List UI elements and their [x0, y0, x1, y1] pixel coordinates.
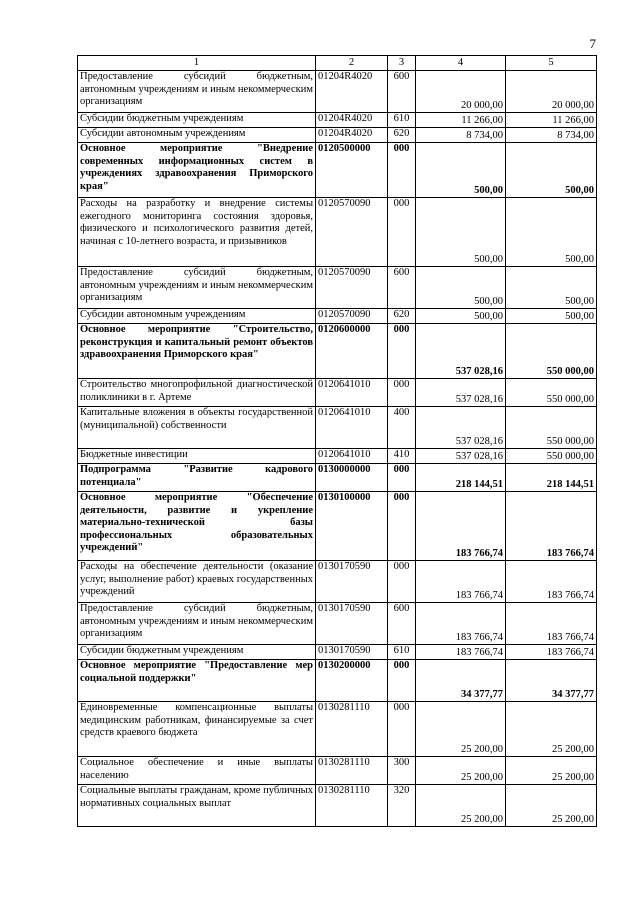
row-value-1: 8 734,00: [416, 128, 506, 143]
row-name: Предоставление субсидий бюджетным, автономным учреждениям и иным некоммерческим организациям: [78, 267, 316, 309]
row-type: 610: [388, 113, 416, 128]
row-type: 610: [388, 645, 416, 660]
header-col-4: 4: [416, 56, 506, 71]
row-value-1: 25 200,00: [416, 785, 506, 827]
row-name: Социальные выплаты гражданам, кроме публичных нормативных социальных выплат: [78, 785, 316, 827]
row-type: 620: [388, 309, 416, 324]
row-code: 0120570090: [316, 267, 388, 309]
row-type: 600: [388, 71, 416, 113]
row-type: 600: [388, 603, 416, 645]
row-value-1: 500,00: [416, 309, 506, 324]
row-name: Субсидии бюджетным учреждениям: [78, 645, 316, 660]
table-row: [78, 143, 597, 198]
row-value-2: 550 000,00: [506, 449, 597, 464]
header-col-3: 3: [388, 56, 416, 71]
row-value-2: 550 000,00: [506, 324, 597, 379]
table-row: [78, 379, 597, 407]
row-code: 01204R4020: [316, 128, 388, 143]
row-code: 0130281110: [316, 785, 388, 827]
row-code: 0130170590: [316, 603, 388, 645]
table-header-row: [78, 56, 597, 71]
table-row: [78, 128, 597, 143]
row-type: 000: [388, 660, 416, 702]
row-code: 0120641010: [316, 407, 388, 449]
row-name: Предоставление субсидий бюджетным, автономным учреждениям и иным некоммерческим организациям: [78, 71, 316, 113]
table-row: [78, 198, 597, 267]
table-row: [78, 113, 597, 128]
table-row: [78, 603, 597, 645]
table-row: [78, 464, 597, 492]
row-type: 000: [388, 198, 416, 267]
row-type: 320: [388, 785, 416, 827]
row-code: 0130200000: [316, 660, 388, 702]
row-value-1: 500,00: [416, 198, 506, 267]
row-code: 0130170590: [316, 561, 388, 603]
table-row: [78, 492, 597, 561]
row-code: 0120641010: [316, 379, 388, 407]
row-name: Строительство многопрофильной диагностической поликлиники в г. Артеме: [78, 379, 316, 407]
row-value-1: 25 200,00: [416, 757, 506, 785]
row-value-1: 34 377,77: [416, 660, 506, 702]
row-name: Основное мероприятие "Предоставление мер социальной поддержки": [78, 660, 316, 702]
row-type: 400: [388, 407, 416, 449]
row-type: 000: [388, 464, 416, 492]
row-name: Подпрограмма "Развитие кадрового потенциала": [78, 464, 316, 492]
row-type: 000: [388, 143, 416, 198]
row-value-1: 537 028,16: [416, 379, 506, 407]
row-code: 0130281110: [316, 757, 388, 785]
row-value-1: 25 200,00: [416, 702, 506, 757]
row-name: Капитальные вложения в объекты государственной (муниципальной) собственности: [78, 407, 316, 449]
row-value-2: 20 000,00: [506, 71, 597, 113]
table-row: [78, 449, 597, 464]
header-col-2: 2: [316, 56, 388, 71]
row-value-2: 25 200,00: [506, 785, 597, 827]
table-row: [78, 702, 597, 757]
row-name: Предоставление субсидий бюджетным, автономным учреждениям и иным некоммерческим организациям: [78, 603, 316, 645]
row-name: Социальное обеспечение и иные выплаты населению: [78, 757, 316, 785]
row-code: 01204R4020: [316, 113, 388, 128]
row-code: 0120600000: [316, 324, 388, 379]
row-value-2: 183 766,74: [506, 561, 597, 603]
row-name: Расходы на разработку и внедрение системы ежегодного мониторинга состояния здоровья, физического и психологического развития детей, начиная с 10-летнего возраста, и призывников: [78, 198, 316, 267]
budget-table: [77, 55, 597, 827]
table-row: [78, 757, 597, 785]
row-name: Субсидии автономным учреждениям: [78, 128, 316, 143]
row-value-1: 537 028,16: [416, 407, 506, 449]
row-code: 0130170590: [316, 645, 388, 660]
header-col-5: 5: [506, 56, 597, 71]
row-value-2: 8 734,00: [506, 128, 597, 143]
row-value-2: 500,00: [506, 309, 597, 324]
row-code: 0130281110: [316, 702, 388, 757]
row-value-1: 537 028,16: [416, 324, 506, 379]
row-value-2: 34 377,77: [506, 660, 597, 702]
row-value-1: 183 766,74: [416, 645, 506, 660]
row-name: Основное мероприятие "Внедрение современных информационных систем в учреждениях здравоохранения Приморского края": [78, 143, 316, 198]
row-code: 0130100000: [316, 492, 388, 561]
row-type: 000: [388, 379, 416, 407]
row-code: 0120570090: [316, 198, 388, 267]
row-value-2: 500,00: [506, 198, 597, 267]
row-name: Субсидии бюджетным учреждениям: [78, 113, 316, 128]
row-value-2: 550 000,00: [506, 407, 597, 449]
row-value-2: 218 144,51: [506, 464, 597, 492]
row-type: 000: [388, 324, 416, 379]
row-type: 000: [388, 561, 416, 603]
row-value-2: 183 766,74: [506, 645, 597, 660]
row-value-1: 183 766,74: [416, 492, 506, 561]
row-code: 01204R4020: [316, 71, 388, 113]
row-value-1: 218 144,51: [416, 464, 506, 492]
row-type: 410: [388, 449, 416, 464]
table-row: [78, 407, 597, 449]
row-type: 620: [388, 128, 416, 143]
header-col-1: 1: [78, 56, 316, 71]
row-name: Расходы на обеспечение деятельности (оказание услуг, выполнение работ) краевых государственных учреждений: [78, 561, 316, 603]
row-value-1: 537 028,16: [416, 449, 506, 464]
table-row: [78, 785, 597, 827]
row-value-1: 11 266,00: [416, 113, 506, 128]
row-code: 0120641010: [316, 449, 388, 464]
table-row: [78, 660, 597, 702]
row-value-2: 183 766,74: [506, 492, 597, 561]
row-value-2: 550 000,00: [506, 379, 597, 407]
row-value-2: 183 766,74: [506, 603, 597, 645]
row-name: Единовременные компенсационные выплаты медицинским работникам, финансируемые за счет средств краевого бюджета: [78, 702, 316, 757]
row-code: 0130000000: [316, 464, 388, 492]
row-name: Основное мероприятие "Обеспечение деятельности, развитие и укрепление материально-технической базы профессиональных образовательных учреждений": [78, 492, 316, 561]
row-value-1: 183 766,74: [416, 561, 506, 603]
row-type: 000: [388, 492, 416, 561]
row-code: 0120500000: [316, 143, 388, 198]
row-value-1: 183 766,74: [416, 603, 506, 645]
row-type: 300: [388, 757, 416, 785]
table-row: [78, 309, 597, 324]
row-name: Бюджетные инвестиции: [78, 449, 316, 464]
row-name: Основное мероприятие "Строительство, реконструкция и капитальный ремонт объектов здравоохранения Приморского края": [78, 324, 316, 379]
page-number: 7: [589, 36, 596, 51]
table-row: [78, 71, 597, 113]
row-value-1: 20 000,00: [416, 71, 506, 113]
row-value-2: 25 200,00: [506, 702, 597, 757]
table-row: [78, 267, 597, 309]
row-type: 000: [388, 702, 416, 757]
table-row: [78, 324, 597, 379]
table-row: [78, 561, 597, 603]
row-type: 600: [388, 267, 416, 309]
row-code: 0120570090: [316, 309, 388, 324]
row-value-1: 500,00: [416, 267, 506, 309]
row-value-2: 500,00: [506, 267, 597, 309]
row-value-1: 500,00: [416, 143, 506, 198]
row-value-2: 11 266,00: [506, 113, 597, 128]
row-value-2: 25 200,00: [506, 757, 597, 785]
row-name: Субсидии автономным учреждениям: [78, 309, 316, 324]
row-value-2: 500,00: [506, 143, 597, 198]
table-row: [78, 645, 597, 660]
